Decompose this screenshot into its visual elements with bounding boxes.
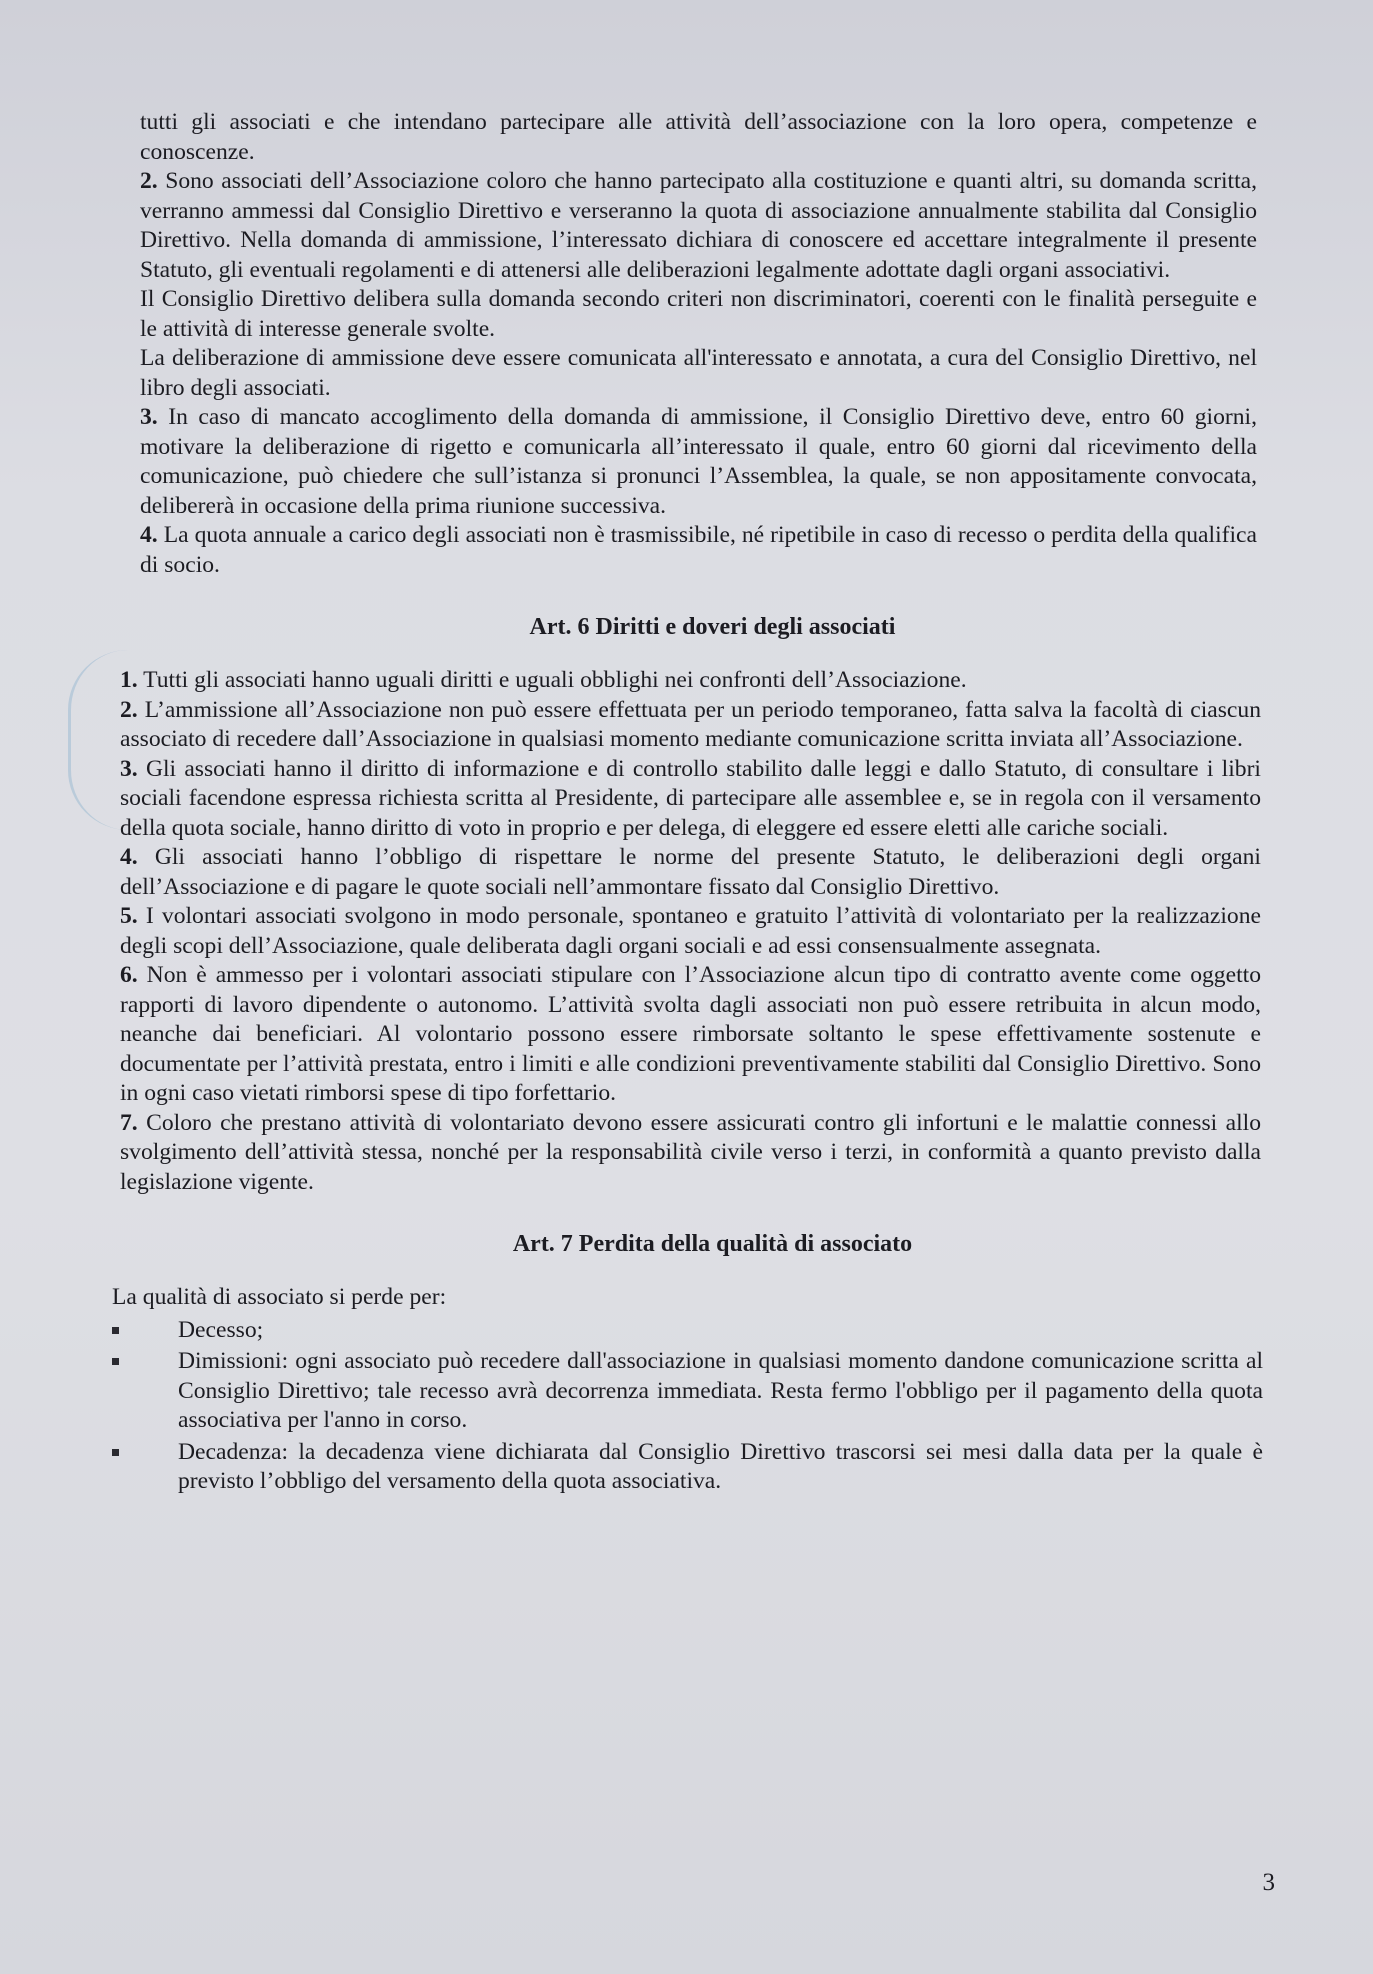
intro-paragraph-3: La deliberazione di ammissione deve essere comunicata all'interessato e annotata, a cura del Consiglio Direttivo, nel libro degli associati. xyxy=(140,345,1257,401)
art7-bullet-decesso: Decesso; xyxy=(112,1316,1263,1346)
art6-item-7: 7. Coloro che prestano attività di volontariato devono essere assicurati contro gli infortuni e le malattie connessi allo svolgimento dell’attività stessa, nonché per la responsabilità civile verso i terzi, in conformità a quanto previsto dalla legislazione vigente. xyxy=(120,1109,1261,1195)
bullet-square-icon xyxy=(112,1327,119,1334)
bullet-square-icon xyxy=(112,1449,119,1456)
intro-paragraph-5: 4. La quota annuale a carico degli associati non è trasmissibile, né ripetibile in caso di recesso o perdita della qualifica di socio. xyxy=(140,522,1257,578)
art6-section xyxy=(112,666,1273,1197)
faded-stamp-mark xyxy=(68,650,151,830)
art6-heading: Art. 6 Diritti e doveri degli associati xyxy=(529,614,896,640)
art7-intro: La qualità di associato si perde per: xyxy=(112,1284,447,1310)
art6-item-2: 2. L’ammissione all’Associazione non può essere effettuata per un periodo temporaneo, fatta salva la facoltà di ciascun associato di recedere dall’Associazione in qualsiasi momento mediante comunicazione scritta inviata all’Associazione. xyxy=(120,696,1261,752)
intro-section xyxy=(112,108,1273,580)
intro-paragraph-2: Il Consiglio Direttivo delibera sulla domanda secondo criteri non discriminatori, coerenti con le finalità perseguite e le attività di interesse generale svolte. xyxy=(140,286,1257,342)
intro-paragraph-1: 2. Sono associati dell’Associazione coloro che hanno partecipato alla costituzione e quanti altri, su domanda scritta, verranno ammessi dal Consiglio Direttivo e verseranno la quota di associazione annualmente stabilita dal Consiglio Direttivo. Nella domanda di ammissione, l’interessato dichiara di conoscere ed accettare integralmente il presente Statuto, gli eventuali regolamenti e di attenersi alle deliberazioni legalmente adottate dagli organi associativi. xyxy=(140,168,1257,283)
intro-paragraph-0: tutti gli associati e che intendano partecipare alle attività dell’associazione con la loro opera, competenze e conoscenze. xyxy=(140,109,1257,165)
bullet-square-icon xyxy=(112,1358,119,1365)
art6-item-6: 6. Non è ammesso per i volontari associati stipulare con l’Associazione alcun tipo di contratto avente come oggetto rapporti di lavoro dipendente o autonomo. L’attività svolta dagli associati non può essere retribuita in alcun modo, neanche dai beneficiari. Al volontario possono essere rimborsate soltanto le spese effettivamente sostenute e documentate per l’attività prestata, entro i limiti e alle condizioni preventivamente stabiliti dal Consiglio Direttivo. Sono in ogni caso vietati rimborsi spese di tipo forfettario. xyxy=(120,962,1261,1106)
intro-paragraph-4: 3. In caso di mancato accoglimento della domanda di ammissione, il Consiglio Direttivo deve, entro 60 giorni, motivare la deliberazione di rigetto e comunicarla all’interessato il quale, entro 60 giorni dal ricevimento della comunicazione, può chiedere che sull’istanza si pronunci l’Assemblea, la quale, se non appositamente convocata, delibererà in occasione della prima riunione successiva. xyxy=(140,404,1257,519)
art7-bullet-dimissioni: Dimissioni: ogni associato può recedere dall'associazione in qualsiasi momento dandone comunicazione scritta al Consiglio Direttivo; tale recesso avrà decorrenza immediata. Resta fermo l'obbligo per il pagamento della quota associativa per l'anno in corso. xyxy=(112,1347,1263,1436)
art7-bullet-decadenza: Decadenza: la decadenza viene dichiarata dal Consiglio Direttivo trascorsi sei mesi dalla data per la quale è previsto l’obbligo del versamento della quota associativa. xyxy=(112,1438,1263,1497)
art6-item-3: 3. Gli associati hanno il diritto di informazione e di controllo stabilito dalle leggi e dallo Statuto, di consultare i libri sociali facendone espressa richiesta scritta al Presidente, di partecipare alle assemblee e, se in regola con il versamento della quota sociale, hanno diritto di voto in proprio e per delega, di eleggere ed essere eletti alle cariche sociali. xyxy=(120,755,1261,841)
art6-item-5: 5. I volontari associati svolgono in modo personale, spontaneo e gratuito l’attività di volontariato per la realizzazione degli scopi dell’Associazione, quale deliberata dagli organi sociali e ad essi consensualmente assegnata. xyxy=(120,903,1261,959)
art7-section xyxy=(112,1283,1273,1497)
page-number: 3 xyxy=(1262,1869,1275,1896)
art7-heading: Art. 7 Perdita della qualità di associato xyxy=(512,1231,913,1257)
art6-item-4: 4. Gli associati hanno l’obbligo di rispettare le norme del presente Statuto, le deliberazioni degli organi dell’Associazione e di pagare le quote sociali nell’ammontare fissato dal Consiglio Direttivo. xyxy=(120,844,1261,900)
art7-bullet-list xyxy=(112,1316,1263,1497)
art6-item-1: 1. Tutti gli associati hanno uguali diritti e uguali obblighi nei confronti dell’Associazione. xyxy=(120,667,967,693)
